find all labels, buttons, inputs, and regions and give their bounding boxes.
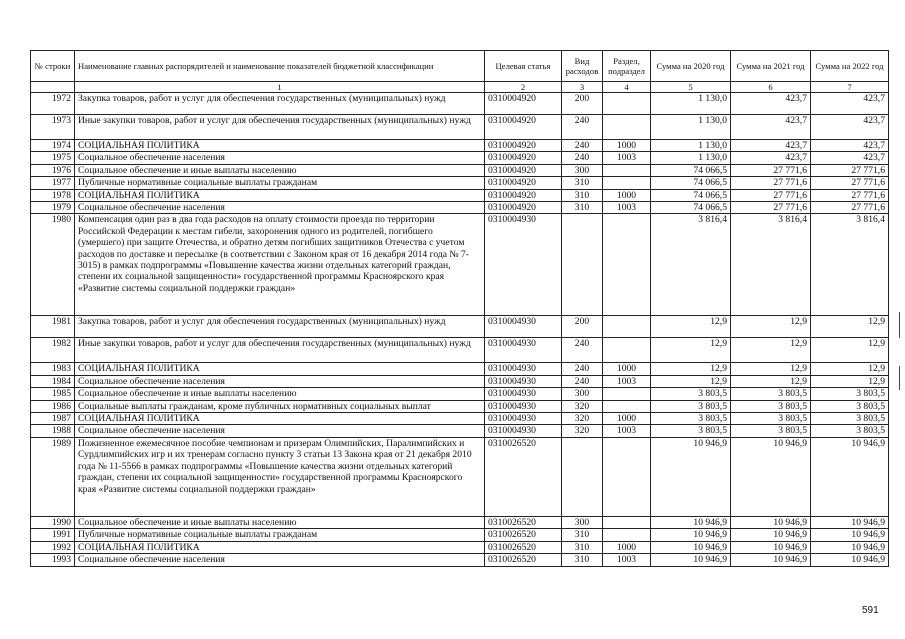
row-expense-type: 320 [562, 400, 603, 412]
row-target-code: 0310004920 [485, 189, 562, 201]
row-number: 1982 [31, 338, 75, 363]
row-number: 1981 [31, 316, 75, 338]
row-number: 1978 [31, 189, 75, 201]
row-target-code: 0310004920 [485, 164, 562, 176]
row-section [603, 338, 651, 363]
row-sum-2022: 3 803,5 [811, 388, 889, 400]
row-name: Закупка товаров, работ и услуг для обеспечения государственных (муниципальных) нужд [75, 316, 485, 338]
row-number: 1983 [31, 363, 75, 375]
row-section: 1003 [603, 425, 651, 437]
row-sum-2021: 27 771,6 [731, 177, 811, 189]
row-sum-2022: 3 803,5 [811, 425, 889, 437]
header-row [31, 51, 889, 82]
row-number: 1973 [31, 115, 75, 140]
scan-mark-right [899, 312, 900, 338]
column-number: 4 [603, 82, 651, 93]
row-name: Социальное обеспечение населения [75, 375, 485, 387]
row-target-code: 0310026520 [485, 516, 562, 528]
row-sum-2021: 423,7 [731, 93, 811, 115]
row-sum-2020: 1 130,0 [651, 152, 731, 164]
row-target-code: 0310004930 [485, 425, 562, 437]
row-number: 1986 [31, 400, 75, 412]
row-sum-2022: 27 771,6 [811, 202, 889, 214]
row-section [603, 388, 651, 400]
row-name: Публичные нормативные социальные выплаты гражданам [75, 177, 485, 189]
row-section: 1003 [603, 375, 651, 387]
row-sum-2021: 3 803,5 [731, 400, 811, 412]
row-sum-2022: 423,7 [811, 152, 889, 164]
row-target-code: 0310004920 [485, 93, 562, 115]
row-sum-2020: 10 946,9 [651, 541, 731, 553]
row-target-code: 0310004920 [485, 202, 562, 214]
row-number: 1985 [31, 388, 75, 400]
row-section: 1000 [603, 413, 651, 425]
row-target-code: 0310026520 [485, 437, 562, 516]
row-number: 1991 [31, 529, 75, 541]
row-sum-2022: 10 946,9 [811, 529, 889, 541]
row-target-code: 0310004920 [485, 115, 562, 140]
row-section: 1003 [603, 152, 651, 164]
row-expense-type: 200 [562, 93, 603, 115]
row-expense-type: 300 [562, 516, 603, 528]
row-sum-2020: 1 130,0 [651, 93, 731, 115]
table-body [31, 93, 889, 567]
row-name: Социальное обеспечение населения [75, 152, 485, 164]
row-section [603, 93, 651, 115]
column-number: 2 [485, 82, 562, 93]
header-vid: Вид расходов [562, 51, 603, 82]
header-name: Наименование главных распорядителей и наименование показателей бюджетной классификации [75, 51, 485, 82]
row-sum-2022: 10 946,9 [811, 516, 889, 528]
row-number: 1980 [31, 214, 75, 316]
row-name: Социальное обеспечение и иные выплаты населению [75, 164, 485, 176]
page-number: 591 [862, 605, 879, 616]
row-section [603, 516, 651, 528]
row-sum-2021: 27 771,6 [731, 164, 811, 176]
table-row [31, 93, 889, 115]
row-number: 1972 [31, 93, 75, 115]
row-sum-2021: 3 803,5 [731, 388, 811, 400]
row-target-code: 0310004930 [485, 214, 562, 316]
row-section: 1000 [603, 140, 651, 152]
row-section [603, 529, 651, 541]
row-sum-2021: 10 946,9 [731, 554, 811, 566]
row-sum-2021: 10 946,9 [731, 541, 811, 553]
header-sum-2021: Сумма на 2021 год [731, 51, 811, 82]
table-row [31, 177, 889, 189]
row-section [603, 214, 651, 316]
header-sum-2020: Сумма на 2020 год [651, 51, 731, 82]
row-name: Социальное обеспечение населения [75, 554, 485, 566]
row-number: 1984 [31, 375, 75, 387]
row-sum-2022: 3 803,5 [811, 400, 889, 412]
row-number: 1977 [31, 177, 75, 189]
table-row [31, 529, 889, 541]
row-sum-2021: 10 946,9 [731, 516, 811, 528]
row-sum-2020: 1 130,0 [651, 115, 731, 140]
table-row [31, 214, 889, 316]
budget-table [30, 50, 889, 567]
row-number: 1975 [31, 152, 75, 164]
row-sum-2021: 10 946,9 [731, 529, 811, 541]
row-target-code: 0310004920 [485, 177, 562, 189]
row-name: Иные закупки товаров, работ и услуг для обеспечения государственных (муниципальных) нужд [75, 338, 485, 363]
row-sum-2022: 12,9 [811, 375, 889, 387]
row-section: 1000 [603, 363, 651, 375]
row-section: 1003 [603, 554, 651, 566]
row-sum-2021: 12,9 [731, 316, 811, 338]
row-name: Социальное обеспечение населения [75, 202, 485, 214]
table-row [31, 316, 889, 338]
row-target-code: 0310004930 [485, 413, 562, 425]
column-number: 3 [562, 82, 603, 93]
table-row [31, 413, 889, 425]
row-expense-type: 240 [562, 363, 603, 375]
row-name: Социальное обеспечение и иные выплаты населению [75, 516, 485, 528]
row-section: 1003 [603, 202, 651, 214]
row-section [603, 177, 651, 189]
row-expense-type: 310 [562, 529, 603, 541]
row-sum-2020: 12,9 [651, 338, 731, 363]
row-sum-2022: 423,7 [811, 93, 889, 115]
table-row [31, 140, 889, 152]
row-number: 1992 [31, 541, 75, 553]
row-name: Пожизненное ежемесячное пособие чемпионам и призерам Олимпийских, Паралимпийских и Сурдлимпийских игр и их тренерам согласно пункту 3 статьи 13 Закона края от 21 декабря 2010 года № 11-5566 в рамках подпрограммы «Повышение качества жизни отдельных категорий граждан, степени их социальной защищенности» государственной программы Красноярского края «Развитие системы социальной поддержки граждан» [75, 437, 485, 516]
table-row [31, 338, 889, 363]
row-number: 1979 [31, 202, 75, 214]
row-sum-2022: 423,7 [811, 115, 889, 140]
column-number: 1 [75, 82, 485, 93]
row-target-code: 0310026520 [485, 541, 562, 553]
row-number: 1990 [31, 516, 75, 528]
row-sum-2020: 74 066,5 [651, 177, 731, 189]
row-expense-type: 320 [562, 425, 603, 437]
row-sum-2022: 3 816,4 [811, 214, 889, 316]
row-sum-2022: 10 946,9 [811, 554, 889, 566]
row-sum-2021: 3 803,5 [731, 413, 811, 425]
table-row [31, 425, 889, 437]
header-sum-2022: Сумма на 2022 год [811, 51, 889, 82]
table-row [31, 189, 889, 201]
row-expense-type: 240 [562, 375, 603, 387]
row-target-code: 0310004930 [485, 363, 562, 375]
row-sum-2021: 12,9 [731, 375, 811, 387]
row-name: СОЦИАЛЬНАЯ ПОЛИТИКА [75, 541, 485, 553]
row-section [603, 164, 651, 176]
column-number [31, 82, 75, 93]
row-section [603, 316, 651, 338]
row-sum-2020: 1 130,0 [651, 140, 731, 152]
row-expense-type: 240 [562, 152, 603, 164]
row-expense-type: 300 [562, 164, 603, 176]
row-sum-2020: 10 946,9 [651, 554, 731, 566]
row-sum-2021: 27 771,6 [731, 202, 811, 214]
row-number: 1988 [31, 425, 75, 437]
row-sum-2021: 12,9 [731, 363, 811, 375]
row-section: 1000 [603, 189, 651, 201]
row-sum-2022: 423,7 [811, 140, 889, 152]
row-target-code: 0310026520 [485, 554, 562, 566]
table-row [31, 516, 889, 528]
row-sum-2021: 423,7 [731, 140, 811, 152]
column-number: 7 [811, 82, 889, 93]
row-section [603, 437, 651, 516]
row-name: Компенсация один раз в два года расходов на оплату стоимости проезда по территории Российской Федерации к местам гибели, захоронения одного из родителей, погибшего (умершего) при защите Отечества, и обратно детям погибших защитников Отечества с учетом расходов по доставке и пересылке (в соответствии с Законом края от 16 декабря 2014 года № 7-3015) в рамках подпрограммы «Повышение качества жизни отдельных категорий граждан, степени их социальной защищенности» государственной программы Красноярского края «Развитие системы социальной поддержки граждан» [75, 214, 485, 316]
row-sum-2022: 27 771,6 [811, 189, 889, 201]
row-sum-2022: 27 771,6 [811, 177, 889, 189]
column-number: 6 [731, 82, 811, 93]
row-name: Социальное обеспечение населения [75, 425, 485, 437]
row-sum-2021: 3 803,5 [731, 425, 811, 437]
row-target-code: 0310004930 [485, 400, 562, 412]
row-name: СОЦИАЛЬНАЯ ПОЛИТИКА [75, 140, 485, 152]
row-sum-2021: 423,7 [731, 115, 811, 140]
row-sum-2021: 12,9 [731, 338, 811, 363]
row-number: 1987 [31, 413, 75, 425]
row-sum-2022: 12,9 [811, 338, 889, 363]
table-row [31, 202, 889, 214]
row-sum-2022: 3 803,5 [811, 413, 889, 425]
row-target-code: 0310026520 [485, 529, 562, 541]
row-target-code: 0310004930 [485, 338, 562, 363]
row-target-code: 0310004920 [485, 152, 562, 164]
row-sum-2022: 12,9 [811, 363, 889, 375]
row-expense-type [562, 437, 603, 516]
row-expense-type: 310 [562, 541, 603, 553]
row-expense-type: 200 [562, 316, 603, 338]
row-number: 1989 [31, 437, 75, 516]
row-name: Закупка товаров, работ и услуг для обеспечения государственных (муниципальных) нужд [75, 93, 485, 115]
row-sum-2020: 10 946,9 [651, 529, 731, 541]
row-expense-type: 240 [562, 140, 603, 152]
row-sum-2020: 3 803,5 [651, 388, 731, 400]
row-name: СОЦИАЛЬНАЯ ПОЛИТИКА [75, 189, 485, 201]
table-row [31, 363, 889, 375]
table-row [31, 164, 889, 176]
row-sum-2022: 27 771,6 [811, 164, 889, 176]
row-name: Социальные выплаты гражданам, кроме публичных нормативных социальных выплат [75, 400, 485, 412]
table-row [31, 554, 889, 566]
header-section: Раздел, подраздел [603, 51, 651, 82]
row-target-code: 0310004930 [485, 316, 562, 338]
header-row-no: № строки [31, 51, 75, 82]
row-number: 1993 [31, 554, 75, 566]
row-sum-2021: 27 771,6 [731, 189, 811, 201]
row-sum-2022: 10 946,9 [811, 541, 889, 553]
table-row [31, 375, 889, 387]
row-expense-type: 300 [562, 388, 603, 400]
row-sum-2020: 10 946,9 [651, 516, 731, 528]
scan-mark-right-lower [899, 366, 900, 390]
row-name: Иные закупки товаров, работ и услуг для обеспечения государственных (муниципальных) нужд [75, 115, 485, 140]
row-sum-2022: 12,9 [811, 316, 889, 338]
row-expense-type: 310 [562, 202, 603, 214]
header-target: Целевая статья [485, 51, 562, 82]
table-row [31, 152, 889, 164]
row-section [603, 400, 651, 412]
table-row [31, 541, 889, 553]
table-row [31, 115, 889, 140]
row-expense-type: 240 [562, 338, 603, 363]
row-sum-2021: 10 946,9 [731, 437, 811, 516]
table-row [31, 437, 889, 516]
column-number: 5 [651, 82, 731, 93]
row-sum-2020: 12,9 [651, 316, 731, 338]
row-sum-2020: 3 803,5 [651, 400, 731, 412]
row-sum-2020: 10 946,9 [651, 437, 731, 516]
row-sum-2020: 12,9 [651, 363, 731, 375]
row-name: СОЦИАЛЬНАЯ ПОЛИТИКА [75, 363, 485, 375]
row-target-code: 0310004920 [485, 140, 562, 152]
row-expense-type: 310 [562, 189, 603, 201]
row-expense-type: 320 [562, 413, 603, 425]
column-number-row [31, 82, 889, 93]
row-section: 1000 [603, 541, 651, 553]
row-sum-2021: 3 816,4 [731, 214, 811, 316]
row-name: Социальное обеспечение и иные выплаты населению [75, 388, 485, 400]
row-name: Публичные нормативные социальные выплаты гражданам [75, 529, 485, 541]
table-row [31, 388, 889, 400]
row-sum-2020: 3 803,5 [651, 425, 731, 437]
row-sum-2020: 12,9 [651, 375, 731, 387]
row-sum-2020: 74 066,5 [651, 202, 731, 214]
row-sum-2020: 3 816,4 [651, 214, 731, 316]
row-sum-2020: 3 803,5 [651, 413, 731, 425]
row-sum-2020: 74 066,5 [651, 164, 731, 176]
row-sum-2022: 10 946,9 [811, 437, 889, 516]
row-expense-type: 240 [562, 115, 603, 140]
row-target-code: 0310004930 [485, 375, 562, 387]
row-sum-2020: 74 066,5 [651, 189, 731, 201]
row-expense-type: 310 [562, 554, 603, 566]
row-name: СОЦИАЛЬНАЯ ПОЛИТИКА [75, 413, 485, 425]
row-expense-type [562, 214, 603, 316]
row-expense-type: 310 [562, 177, 603, 189]
row-number: 1976 [31, 164, 75, 176]
row-section [603, 115, 651, 140]
row-target-code: 0310004930 [485, 388, 562, 400]
table-row [31, 400, 889, 412]
row-sum-2021: 423,7 [731, 152, 811, 164]
row-number: 1974 [31, 140, 75, 152]
